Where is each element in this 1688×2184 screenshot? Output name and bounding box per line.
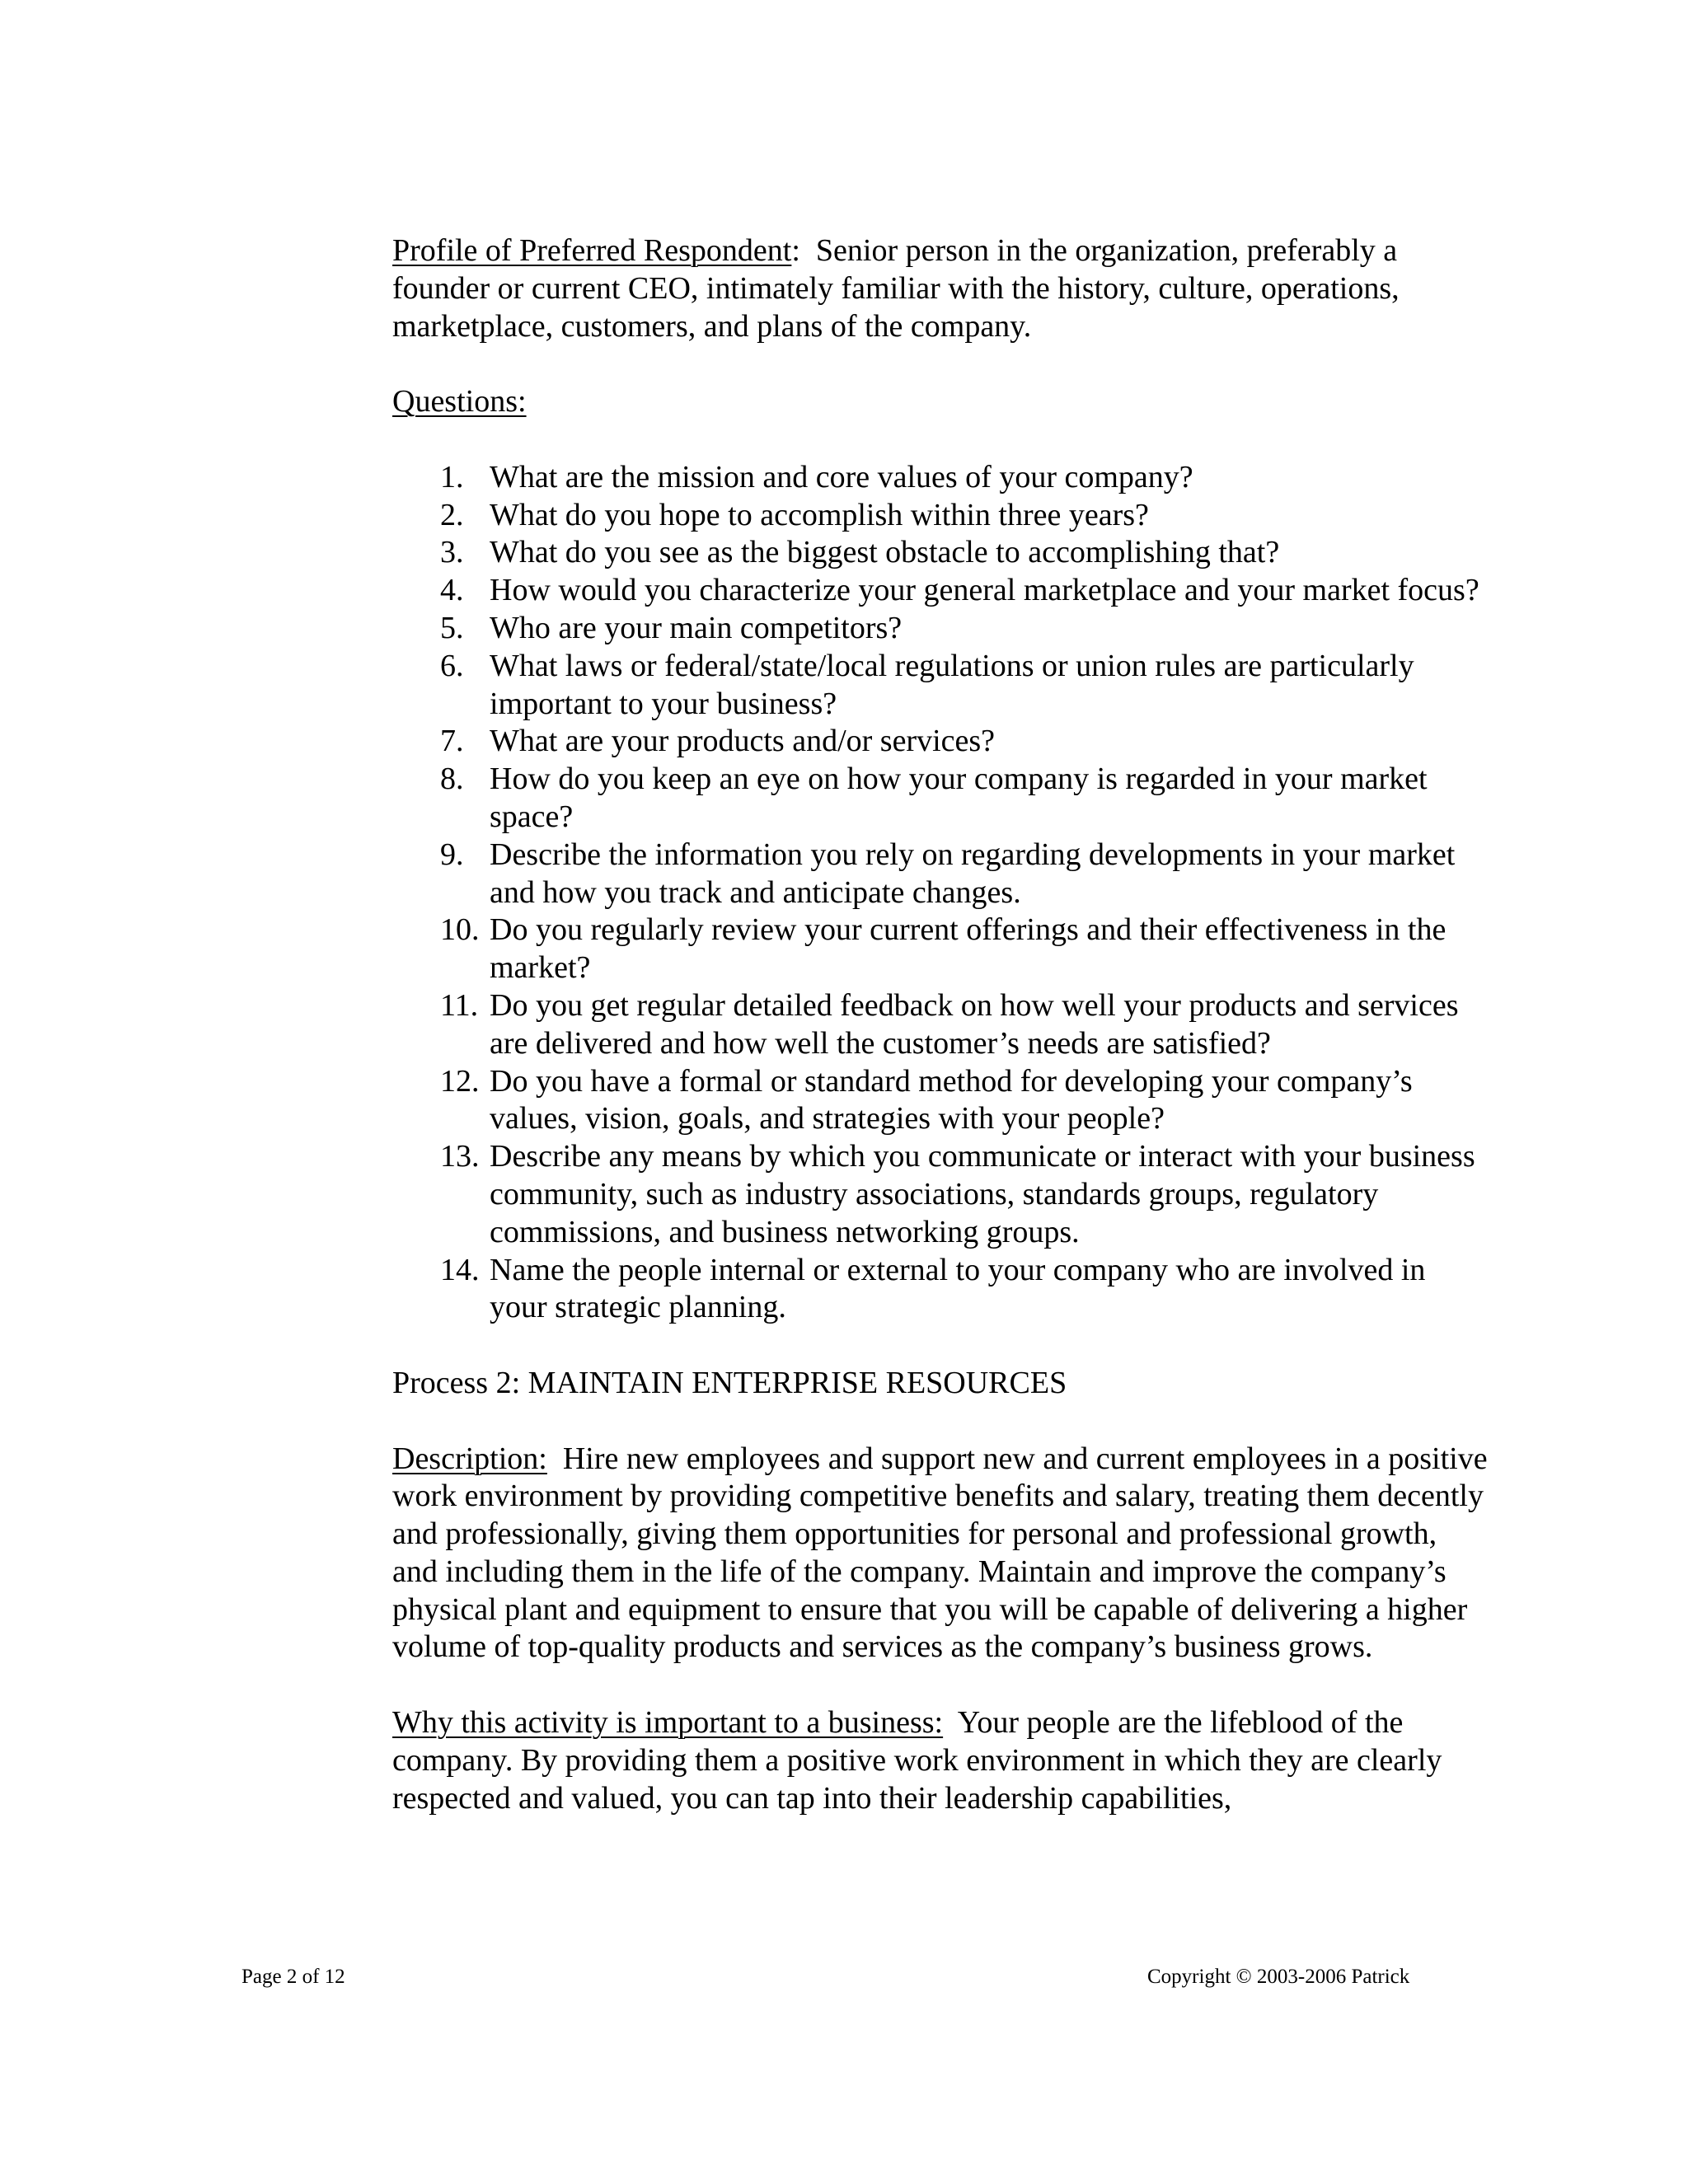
question-text: Who are your main competitors?: [490, 610, 903, 645]
question-item: [392, 572, 1489, 610]
question-number: 4.: [440, 573, 464, 608]
process-heading: Process 2: MAINTAIN ENTERPRISE RESOURCES: [392, 1365, 1067, 1400]
question-text: Do you regularly review your current offerings and their effectiveness in the market?: [490, 912, 1447, 986]
question-number: 11.: [440, 987, 479, 1023]
questions-label: Questions:: [392, 384, 527, 419]
question-number: 8.: [440, 762, 464, 797]
question-number: 1.: [440, 459, 464, 494]
description-separator: [547, 1441, 563, 1476]
importance-separator: [943, 1705, 958, 1740]
document-body: [392, 232, 1489, 1855]
question-item: [392, 459, 1489, 497]
profile-text: Senior person in the organization, preferably a founder or current CEO, intimately familiar with the history, culture, operations, marketplace, customers, and plans of the company.: [392, 233, 1400, 344]
question-number: 5.: [440, 610, 464, 645]
question-text: How would you characterize your general marketplace and your market focus?: [490, 573, 1479, 608]
question-number: 6.: [440, 648, 464, 683]
question-item: [392, 497, 1489, 535]
question-item: [392, 610, 1489, 648]
description-paragraph: [392, 1441, 1489, 1667]
question-list: [392, 459, 1489, 1327]
question-item: [392, 534, 1489, 572]
description-label: Description:: [392, 1441, 547, 1476]
question-item: [392, 1252, 1489, 1328]
importance-text: Your people are the lifeblood of the company. By providing them a positive work environment in which they are clearly respected and valued, you can tap into their leadership capabilities,: [392, 1705, 1442, 1816]
question-text: What laws or federal/state/local regulations or union rules are particularly important to your business?: [490, 648, 1414, 721]
question-item: [392, 1063, 1489, 1139]
question-number: 14.: [440, 1252, 480, 1287]
description-text: Hire new employees and support new and current employees in a positive work environment by providing competitive benefits and salary, treating them decently and professionally, giving them opportunities for personal and professional growth, and including them in the life of the company. Maintain and improve the company’s physical plant and equipment to ensure that you will be capable of delivering a higher volume of top-quality products and services as the company’s business grows.: [392, 1441, 1488, 1665]
question-number: 10.: [440, 912, 480, 948]
question-item: [392, 648, 1489, 724]
copyright-notice: Copyright © 2003-2006 Patrick: [1147, 1966, 1410, 1988]
question-text: Describe any means by which you communicate or interact with your business community, such as industry associations, standards groups, regulatory commissions, and business networking groups.: [490, 1139, 1475, 1249]
importance-paragraph: [392, 1704, 1489, 1817]
question-text: What are the mission and core values of your company?: [490, 459, 1193, 494]
question-item: [392, 761, 1489, 837]
question-item: [392, 723, 1489, 761]
profile-separator: :: [791, 233, 816, 268]
question-item: [392, 1138, 1489, 1251]
question-text: What do you see as the biggest obstacle to accomplishing that?: [490, 535, 1280, 570]
profile-label: Profile of Preferred Respondent: [392, 233, 792, 268]
page-number: Page 2 of 12: [241, 1966, 345, 1988]
question-text: What do you hope to accomplish within three years?: [490, 497, 1149, 532]
question-item: [392, 912, 1489, 987]
question-number: 13.: [440, 1139, 480, 1174]
question-text: How do you keep an eye on how your company is regarded in your market space?: [490, 762, 1428, 834]
questions-heading: [392, 383, 1489, 421]
question-number: 2.: [440, 497, 464, 532]
profile-paragraph: [392, 232, 1489, 345]
question-number: 3.: [440, 535, 464, 570]
question-text: Describe the information you rely on regarding developments in your market and how you track and anticipate changes.: [490, 837, 1456, 910]
importance-label: Why this activity is important to a business:: [392, 1705, 944, 1741]
question-text: Do you get regular detailed feedback on how well your products and services are delivered and how well the customer’s needs are satisfied?: [490, 987, 1459, 1061]
question-number: 12.: [440, 1063, 480, 1099]
question-item: [392, 987, 1489, 1063]
question-number: 7.: [440, 724, 464, 759]
question-item: [392, 837, 1489, 912]
question-text: What are your products and/or services?: [490, 724, 996, 759]
question-text: Do you have a formal or standard method for developing your company’s values, vision, goals, and strategies with your people?: [490, 1063, 1413, 1137]
question-number: 9.: [440, 837, 464, 872]
question-text: Name the people internal or external to your company who are involved in your strategic planning.: [490, 1252, 1426, 1325]
